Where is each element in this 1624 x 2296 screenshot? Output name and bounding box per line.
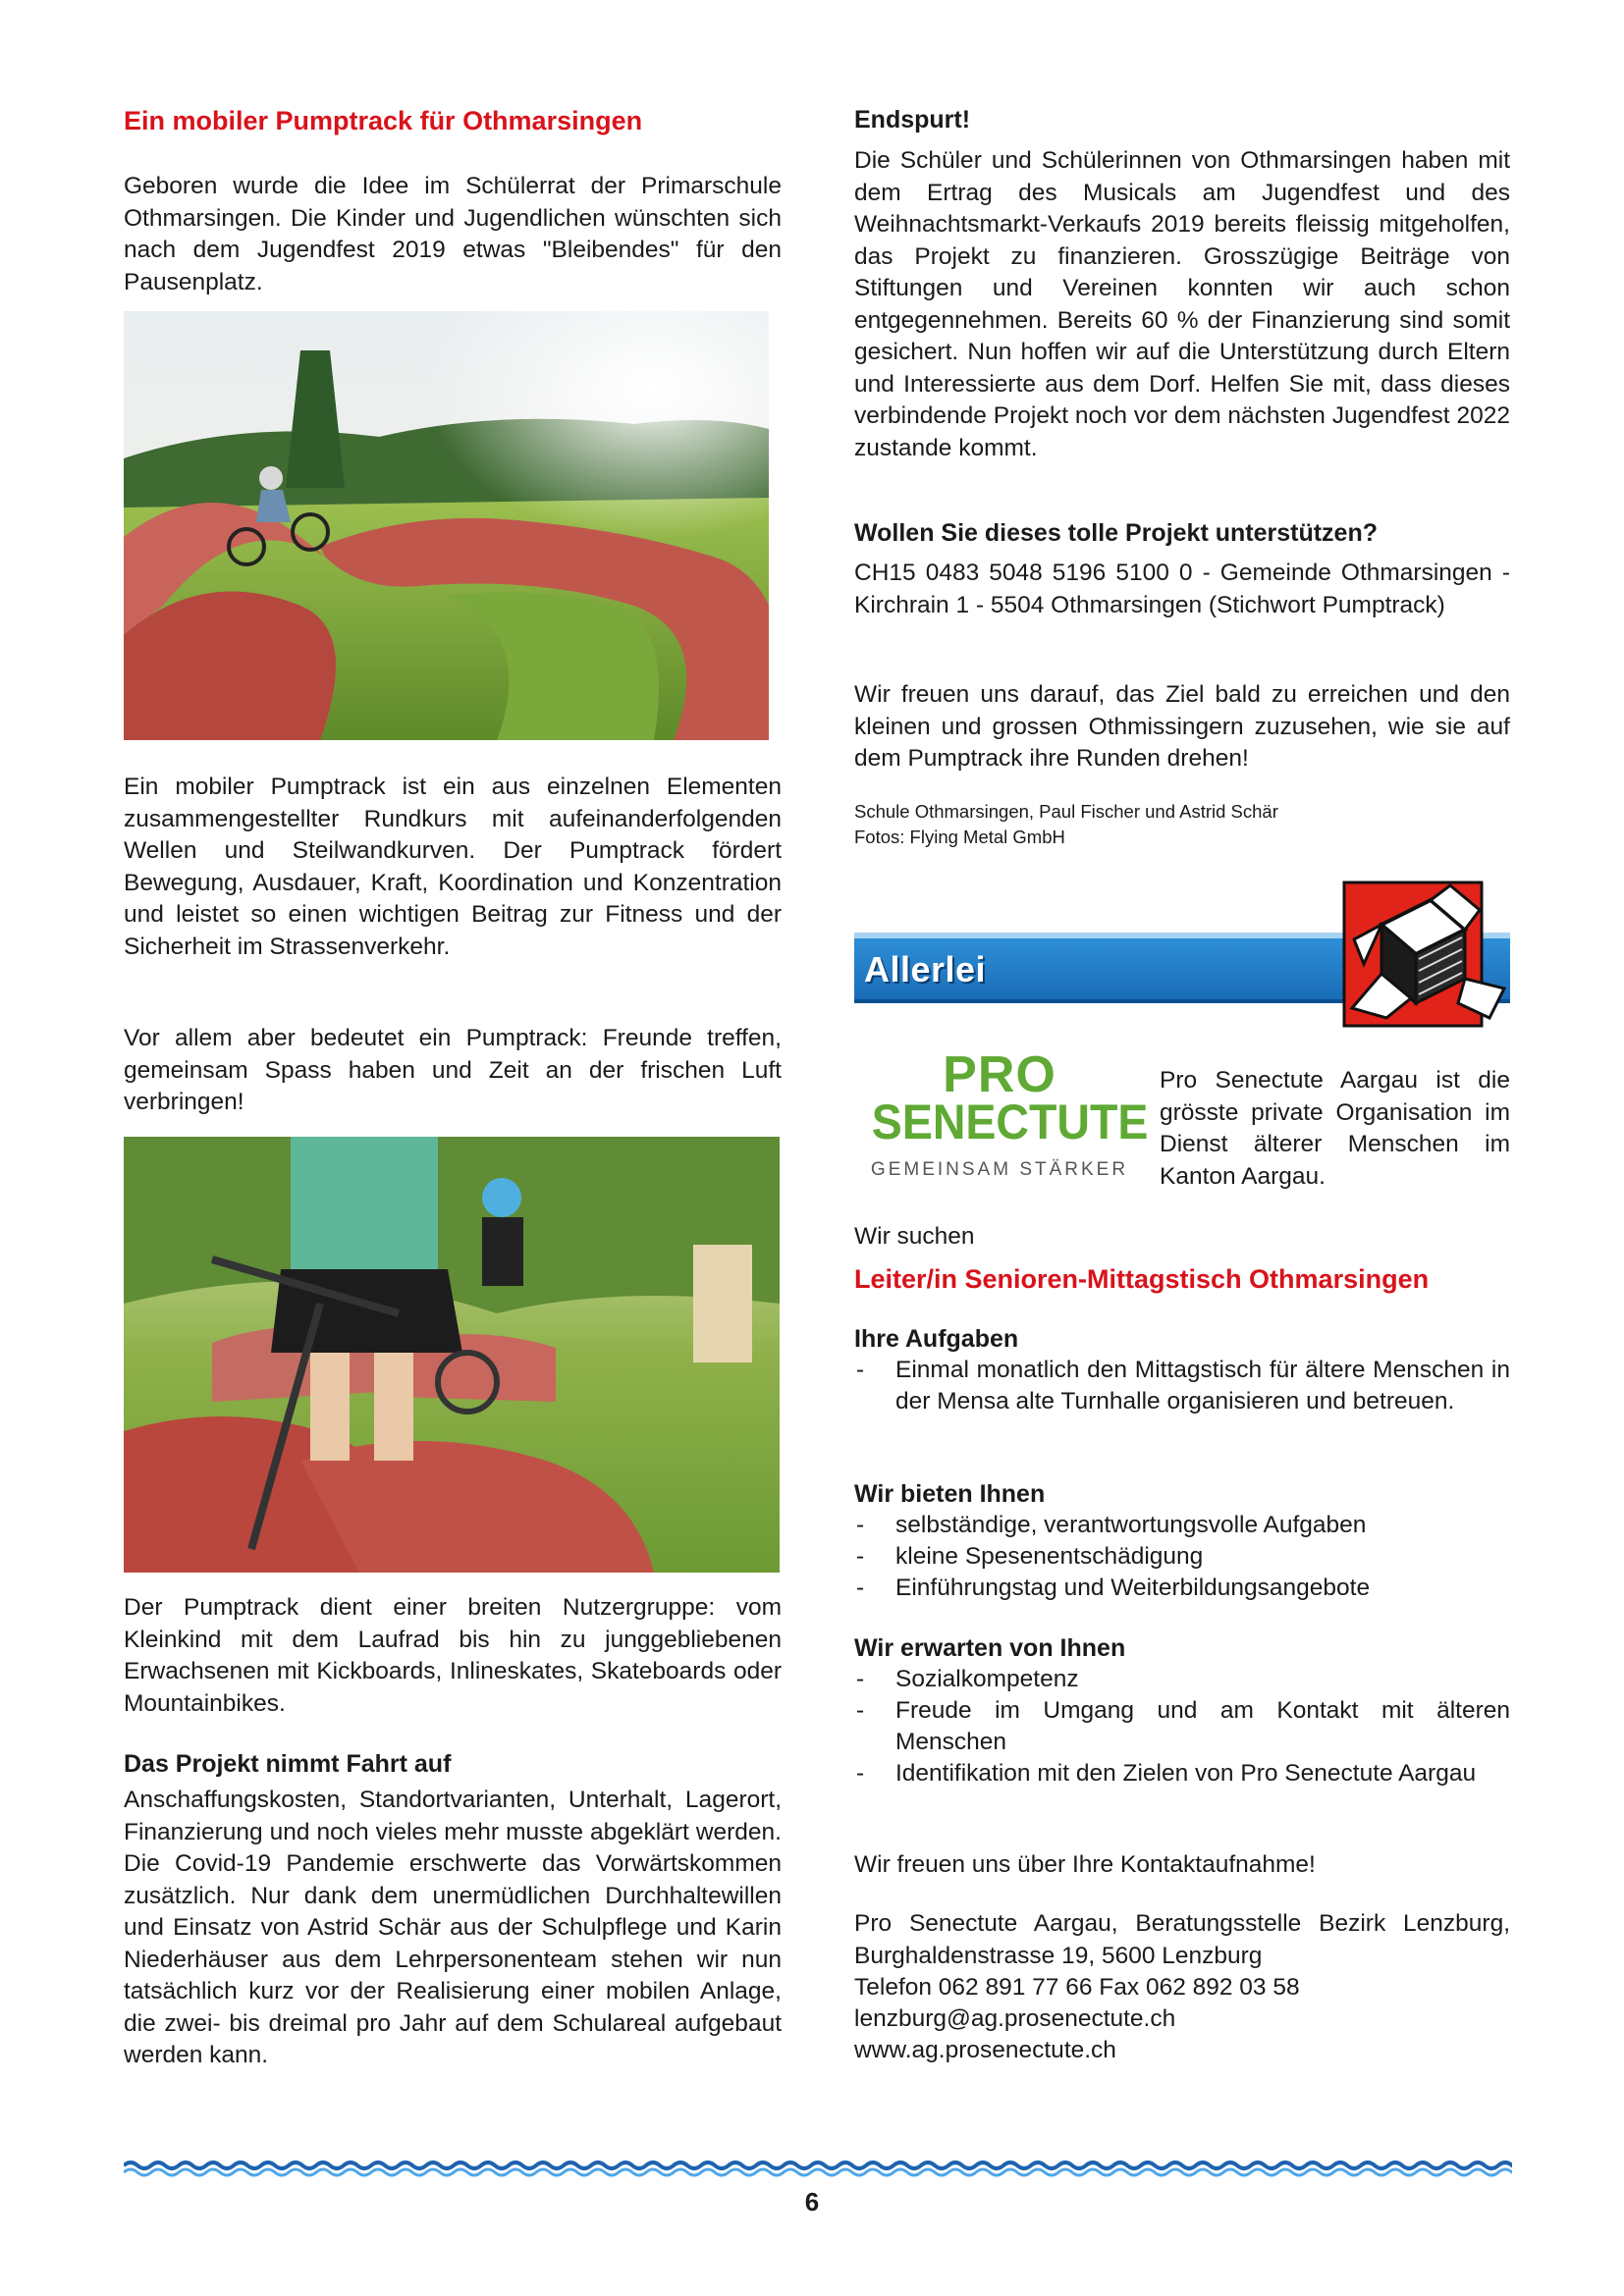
author-credit: Schule Othmarsingen, Paul Fischer und Astrid Schär [854, 801, 1278, 822]
pumptrack-description: Ein mobiler Pumptrack ist ein aus einzelnen Elementen zusammengestellter Rundkurs mit aufeinanderfolgenden Wellen und Steilwandkurven. Der Pumptrack fördert Bewegung, Ausdauer, Kraft, Koordination und Konzentration und leistet so einen wichtigen Beitrag zur Fitness und der Sicherheit im Strassenverkehr. [124, 774, 782, 960]
aufgaben-list [854, 1355, 1510, 1417]
logo-pro: PRO [943, 1046, 1056, 1103]
address-line-1: Pro Senectute Aargau, Beratungsstelle Bezirk Lenzburg, Burghaldenstrasse 19, 5600 Lenzburg [854, 1910, 1510, 1969]
allerlei-banner-label: Allerlei [864, 949, 987, 989]
address-phone: Telefon 062 891 77 66 Fax 062 892 03 58 [854, 1974, 1300, 2001]
intro-paragraph: Geboren wurde die Idee im Schülerrat der Primarschule Othmarsingen. Die Kinder und Jugendlichen wünschten sich nach dem Jugendfest 2019 etwas "Bleibendes" für den Pausenplatz. [124, 173, 782, 295]
wave-divider [124, 2158, 1512, 2179]
closing-paragraph: Wir freuen uns darauf, das Ziel bald zu erreichen und den kleinen und grossen Othmissingern zuzusehen, wie sie auf dem Pumptrack ihre Runden drehen! [854, 681, 1510, 772]
job-title: Leiter/in Senioren-Mittagstisch Othmarsingen [854, 1264, 1430, 1294]
endspurt-paragraph: Die Schüler und Schülerinnen von Othmarsingen haben mit dem Ertrag des Musicals am Jugendfest und des Weihnachtsmarkt-Verkaufs 2019 bereits fleissig mitgeholfen, das Projekt zu finanzieren. Grosszügige Beiträge von Stiftungen und Vereinen konnten wir auch schon entgegennehmen. Bereits 60 % der Finanzierung sind somit gesichert. Nun hoffen wir auf die Unterstützung durch Eltern und Interessierte aus dem Dorf. Helfen Sie mit, dass dieses verbindende Projekt noch vor dem nächsten Jugendfest 2022 zustande kommt. [854, 147, 1510, 461]
support-heading: Wollen Sie dieses tolle Projekt unterstützen? [854, 519, 1378, 547]
erwarten-list [854, 1664, 1510, 1789]
aufgaben-heading: Ihre Aufgaben [854, 1325, 1019, 1353]
friends-paragraph: Vor allem aber bedeutet ein Pumptrack: Freunde treffen, gemeinsam Spass haben und Zeit an der frischen Luft verbringen! [124, 1025, 782, 1115]
bank-details: CH15 0483 5048 5196 5100 0 - Gemeinde Othmarsingen - Kirchrain 1 - 5504 Othmarsingen (Stichwort Pumptrack) [854, 560, 1510, 618]
endspurt-heading: Endspurt! [854, 106, 971, 133]
list-item: - Einführungstag und Weiterbildungsangebote [854, 1573, 1510, 1604]
bieten-list [854, 1510, 1510, 1604]
photo-pumptrack-rider [124, 311, 769, 740]
user-group-paragraph: Der Pumptrack dient einer breiten Nutzergruppe: vom Kleinkind mit dem Laufrad bis hin zu junggebliebenen Erwachsenen mit Kickboards, Inlineskates, Skateboards oder Mountainbikes. [124, 1594, 782, 1717]
list-item: - Sozialkompetenz [854, 1664, 1510, 1695]
contact-invite: Wir freuen uns über Ihre Kontaktaufnahme! [854, 1851, 1316, 1878]
erwarten-heading: Wir erwarten von Ihnen [854, 1634, 1126, 1662]
list-item: - Identifikation mit den Zielen von Pro Senectute Aargau [854, 1758, 1510, 1789]
project-paragraph: Anschaffungskosten, Standortvarianten, Unterhalt, Lagerort, Finanzierung und noch vieles mehr musste abgeklärt werden. Die Covid-19 Pandemie erschwerte das Vorwärtskommen zusätzlich. Nur dank dem unermüdlichen Durchhaltewillen und Einsatz von Astrid Schär aus der Schulpflege und Karin Niederhäuser aus dem Lehrpersonenteam stehen wir nun tatsächlich kurz vor der Realisierung einer mobilen Anlage, die zwei- bis dreimal pro Jahr auf dem Schulareal aufgebaut werden kann. [124, 1787, 782, 2068]
list-item: - selbständige, verantwortungsvolle Aufgaben [854, 1510, 1510, 1541]
photo-children-pumptrack [124, 1137, 780, 1573]
list-item: - kleine Spesenentschädigung [854, 1541, 1510, 1573]
pro-senectute-intro: Pro Senectute Aargau ist die grösste private Organisation im Dienst älterer Menschen im Kanton Aargau. [1160, 1067, 1510, 1190]
list-item: - Einmal monatlich den Mittagstisch für ältere Menschen in der Mensa alte Turnhalle organisieren und betreuen. [854, 1355, 1510, 1417]
wir-suchen-label: Wir suchen [854, 1223, 975, 1250]
photo-credit: Fotos: Flying Metal GmbH [854, 827, 1065, 847]
logo-senectute: SENECTUTE [871, 1095, 1149, 1149]
list-item: - Freude im Umgang und am Kontakt mit älteren Menschen [854, 1695, 1510, 1758]
bieten-heading: Wir bieten Ihnen [854, 1480, 1046, 1508]
allerlei-box-icon [1342, 881, 1509, 1028]
address-website[interactable]: www.ag.prosenectute.ch [854, 2037, 1116, 2063]
project-heading: Das Projekt nimmt Fahrt auf [124, 1750, 452, 1778]
article-title: Ein mobiler Pumptrack für Othmarsingen [124, 106, 643, 135]
pro-senectute-logo [862, 1046, 1149, 1186]
logo-tagline: GEMEINSAM STÄRKER [870, 1159, 1129, 1180]
page-number: 6 [804, 2187, 820, 2216]
address-email[interactable]: lenzburg@ag.prosenectute.ch [854, 2005, 1176, 2032]
